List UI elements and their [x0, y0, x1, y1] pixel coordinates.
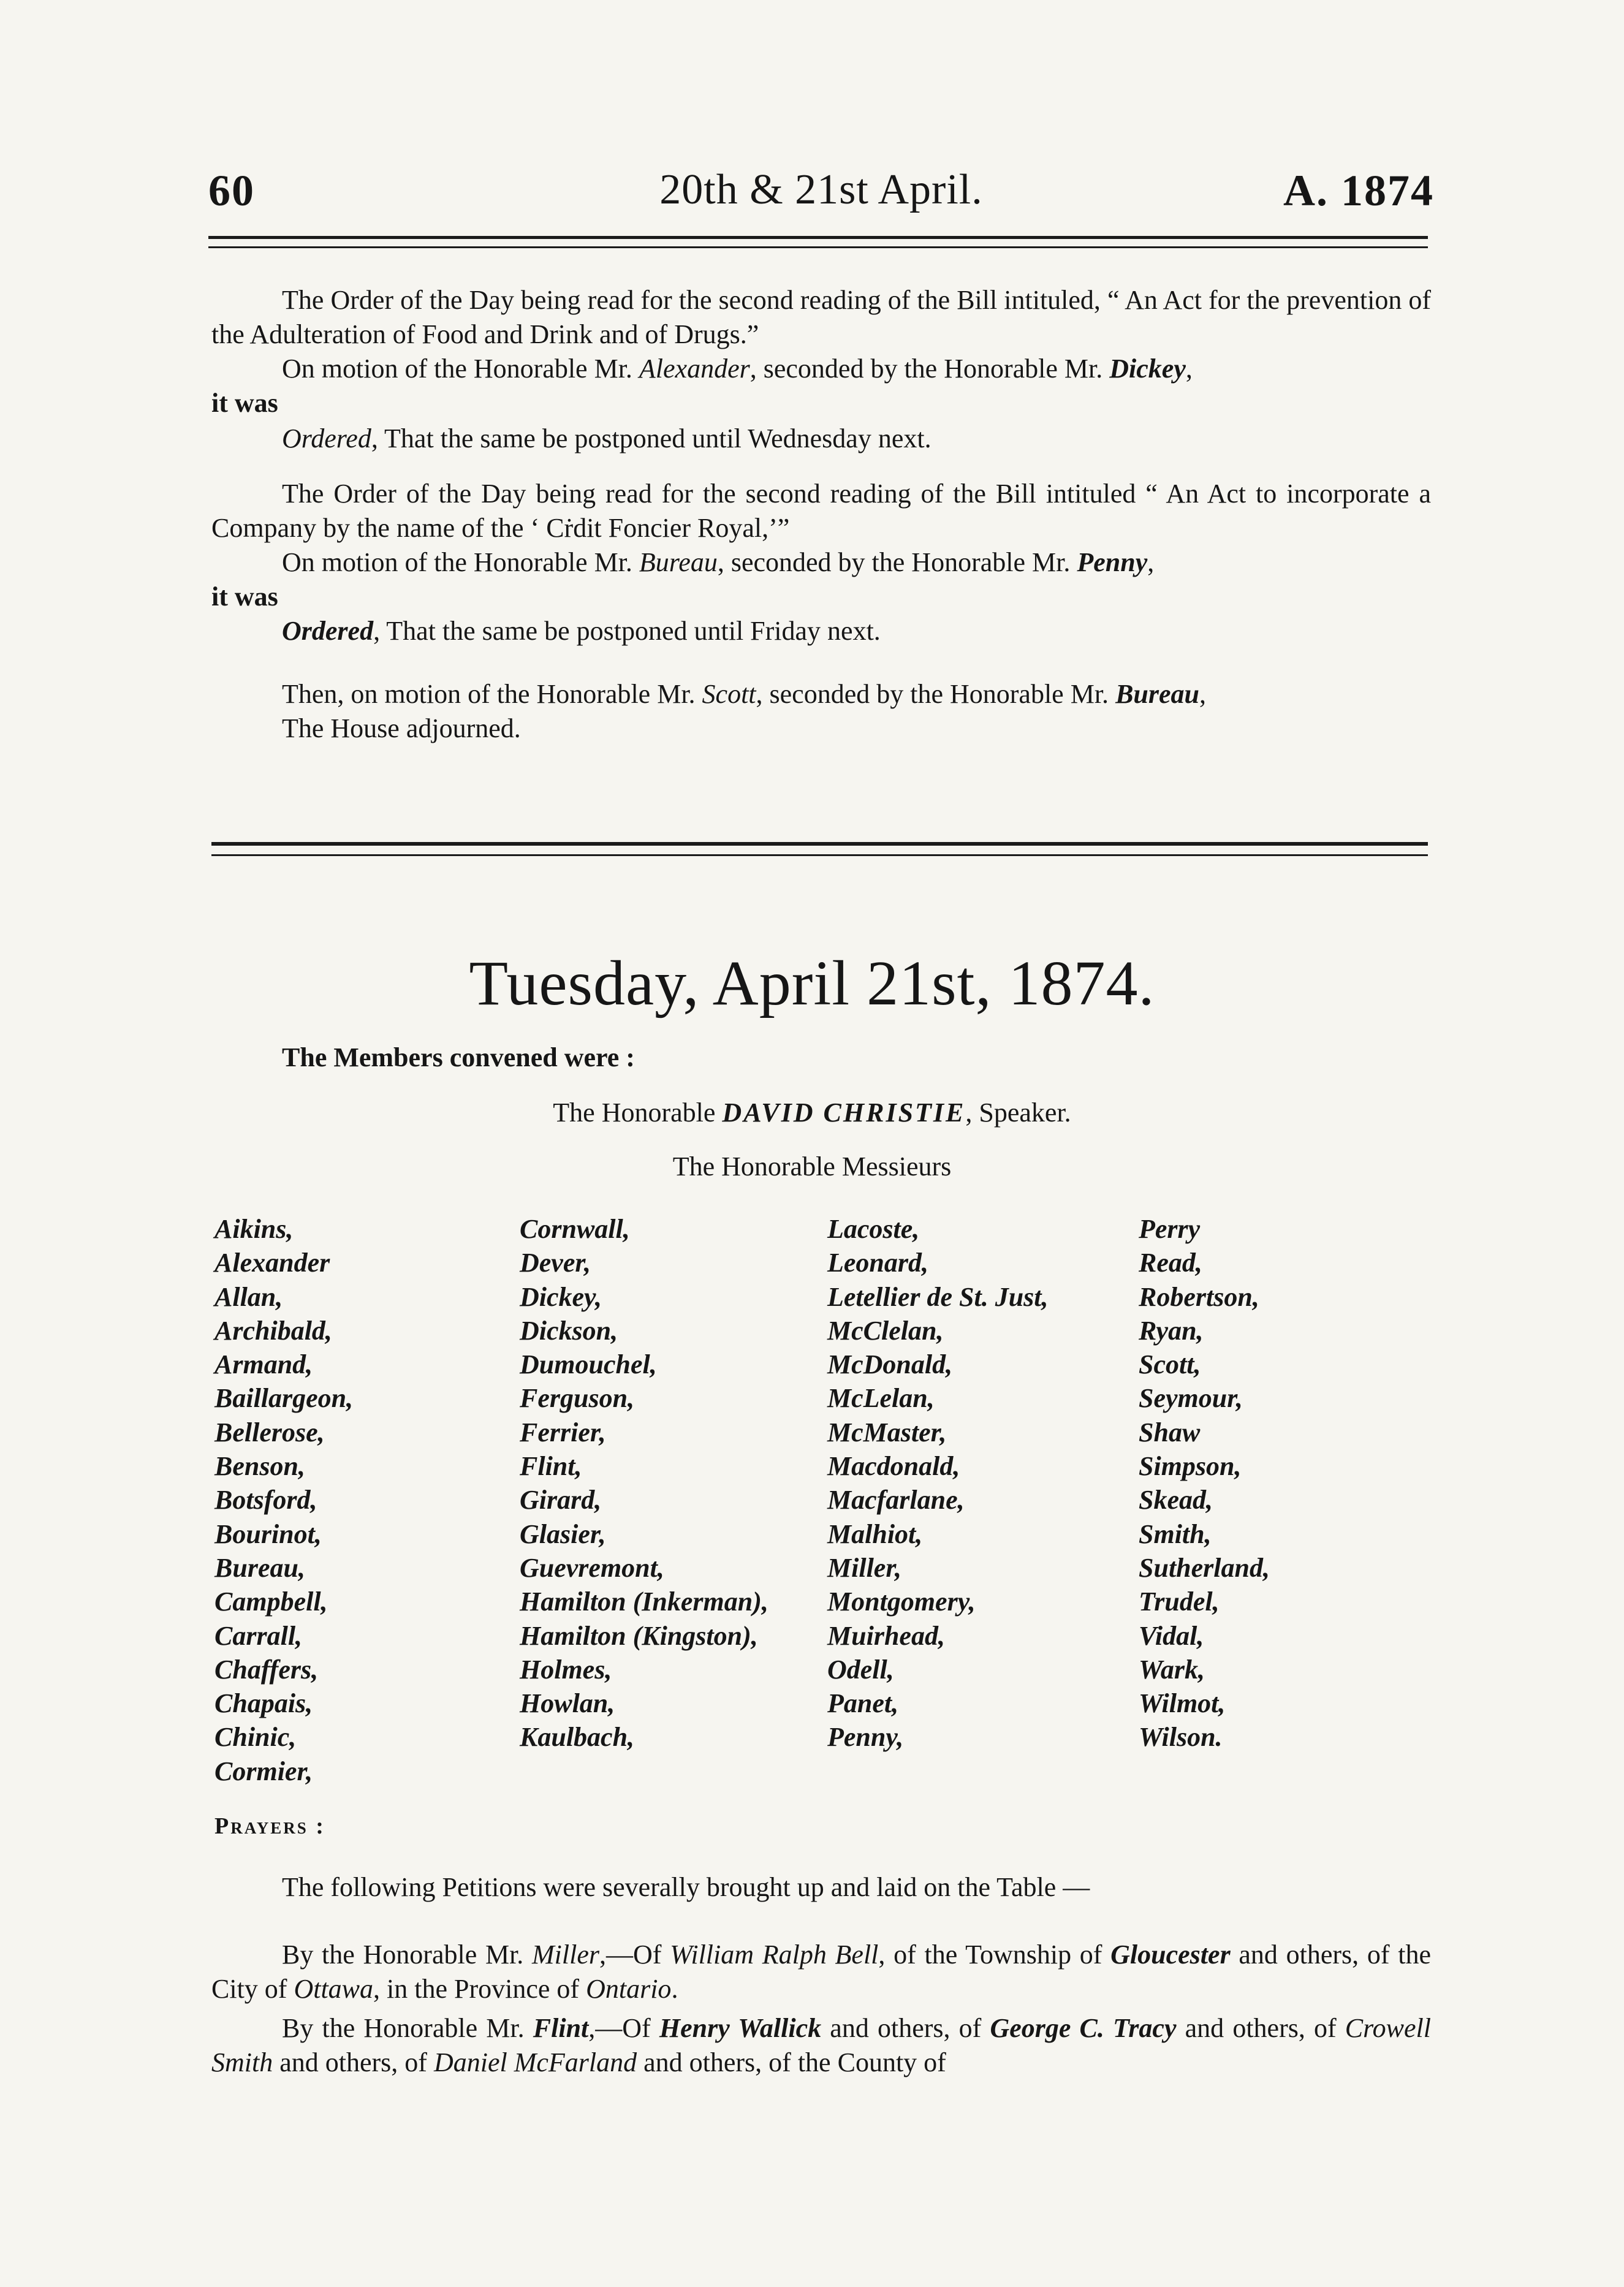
member-name: Guevremont,	[520, 1552, 664, 1583]
member-name: Sutherland,	[1139, 1552, 1270, 1583]
member-name: Skead,	[1139, 1485, 1213, 1515]
section-rule	[211, 842, 1428, 856]
order-paragraph-2: The Order of the Day being read for the second reading of the Bill intituled “ An Act to incorporate a Company by the name of the ‘ Cṙdit Foncier Royal,’”	[211, 479, 1431, 543]
member-name: Lacoste,	[827, 1214, 920, 1244]
member-name: Ferrier,	[520, 1417, 606, 1447]
member-name: Allan,	[214, 1281, 283, 1312]
member-name: Glasier,	[520, 1519, 606, 1549]
member-name: Malhiot,	[827, 1519, 923, 1549]
member-name: McMaster,	[827, 1417, 947, 1447]
member-name: Miller,	[827, 1552, 902, 1583]
member-name: Panet,	[827, 1688, 899, 1719]
member-name: Scott,	[1139, 1349, 1201, 1380]
messieurs-heading: The Honorable Messieurs	[672, 1151, 952, 1181]
member-name: Montgomery,	[827, 1587, 976, 1617]
member-name: McLelan,	[827, 1383, 935, 1414]
member-name: Howlan,	[520, 1688, 615, 1719]
member-name: Dickson,	[520, 1315, 618, 1346]
members-intro: The Members convened were :	[282, 1042, 635, 1072]
petition-flint: By the Honorable Mr. Flint,—Of Henry Wallick and others, of George C. Tracy and others, of Crowell Smith and others, of Daniel McFarland and others, of the County of	[211, 2013, 1431, 2077]
member-name: Carrall,	[214, 1620, 303, 1651]
member-name: McClelan,	[827, 1315, 944, 1346]
speaker-line: The Honorable DAVID CHRISTIE, Speaker.	[553, 1098, 1071, 1128]
member-name: Wilmot,	[1139, 1688, 1226, 1719]
member-name: Hamilton (Inkerman),	[520, 1587, 768, 1617]
member-name: Wark,	[1139, 1654, 1205, 1685]
member-name: Macdonald,	[827, 1451, 960, 1482]
member-name: Smith,	[1139, 1519, 1212, 1549]
member-name: Seymour,	[1139, 1383, 1243, 1414]
member-name: Shaw	[1139, 1417, 1201, 1447]
header-year: A. 1874	[1283, 166, 1434, 215]
member-name: Ryan,	[1139, 1315, 1204, 1346]
member-name: Kaulbach,	[520, 1722, 635, 1753]
day-title: Tuesday, April 21st, 1874.	[469, 948, 1155, 1018]
member-name: Perry	[1139, 1214, 1201, 1244]
member-name: Cormier,	[214, 1756, 313, 1786]
member-name: Simpson,	[1139, 1451, 1242, 1482]
member-name: Letellier de St. Just,	[827, 1281, 1049, 1312]
header-date: 20th & 21st April.	[659, 166, 983, 213]
members-column-3	[827, 1212, 1146, 1754]
motion-paragraph-2: On motion of the Honorable Mr. Bureau, seconded by the Honorable Mr. Penny, it was	[211, 547, 1155, 612]
header-rule	[208, 236, 1428, 248]
member-name: Odell,	[827, 1654, 894, 1685]
ordered-line-1: Ordered, That the same be postponed until Wednesday next.	[282, 423, 932, 453]
member-name: Campbell,	[214, 1587, 328, 1617]
member-name: Hamilton (Kingston),	[520, 1620, 758, 1651]
member-name: Bourinot,	[214, 1519, 322, 1549]
members-column-1	[214, 1212, 533, 1788]
page-number: 60	[208, 166, 255, 215]
members-column-4	[1139, 1212, 1457, 1754]
member-name: Archibald,	[214, 1315, 332, 1346]
member-name: Chapais,	[214, 1688, 313, 1719]
member-name: Armand,	[214, 1349, 313, 1380]
member-name: Alexander	[214, 1248, 330, 1278]
ordered-line-2: Ordered, That the same be postponed until Friday next.	[282, 616, 881, 646]
member-name: Trudel,	[1139, 1587, 1220, 1617]
running-header	[208, 165, 1434, 227]
member-name: Chaffers,	[214, 1654, 319, 1685]
member-name: Holmes,	[520, 1654, 612, 1685]
member-name: Robertson,	[1139, 1281, 1259, 1312]
member-name: Botsford,	[214, 1485, 317, 1515]
member-name: Girard,	[520, 1485, 602, 1515]
member-name: Baillargeon,	[214, 1383, 354, 1414]
member-name: Penny,	[827, 1722, 904, 1753]
petitions-intro: The following Petitions were severally brought up and laid on the Table —	[282, 1872, 1090, 1902]
motion-paragraph-1: On motion of the Honorable Mr. Alexander, seconded by the Honorable Mr. Dickey, it was	[211, 354, 1193, 418]
member-name: Dickey,	[520, 1281, 602, 1312]
prayers-heading: Prayers :	[214, 1813, 325, 1839]
member-name: Ferguson,	[520, 1383, 635, 1414]
member-name: McDonald,	[827, 1349, 953, 1380]
member-name: Macfarlane,	[827, 1485, 965, 1515]
adjourn-paragraph: Then, on motion of the Honorable Mr. Scott, seconded by the Honorable Mr. Bureau, The House adjourned.	[282, 679, 1207, 743]
member-name: Dever,	[520, 1248, 591, 1278]
member-name: Read,	[1139, 1248, 1202, 1278]
member-name: Chinic,	[214, 1722, 297, 1753]
member-name: Leonard,	[827, 1248, 928, 1278]
member-name: Bureau,	[214, 1552, 305, 1583]
members-column-2	[520, 1212, 838, 1754]
member-name: Aikins,	[214, 1214, 294, 1244]
member-name: Bellerose,	[214, 1417, 325, 1447]
member-name: Vidal,	[1139, 1620, 1204, 1651]
member-name: Benson,	[214, 1451, 305, 1482]
member-name: Wilson.	[1139, 1722, 1223, 1753]
member-name: Flint,	[520, 1451, 582, 1482]
member-name: Cornwall,	[520, 1214, 630, 1244]
order-paragraph-1: The Order of the Day being read for the second reading of the Bill intituled, “ An Act for the prevention of the Adulteration of Food and Drink and of Drugs.”	[211, 285, 1431, 349]
member-name: Muirhead,	[827, 1620, 945, 1651]
petition-miller: By the Honorable Mr. Miller,—Of William Ralph Bell, of the Township of Gloucester and others, of the City of Ottawa, in the Province of Ontario.	[211, 1940, 1431, 2004]
member-name: Dumouchel,	[520, 1349, 657, 1380]
